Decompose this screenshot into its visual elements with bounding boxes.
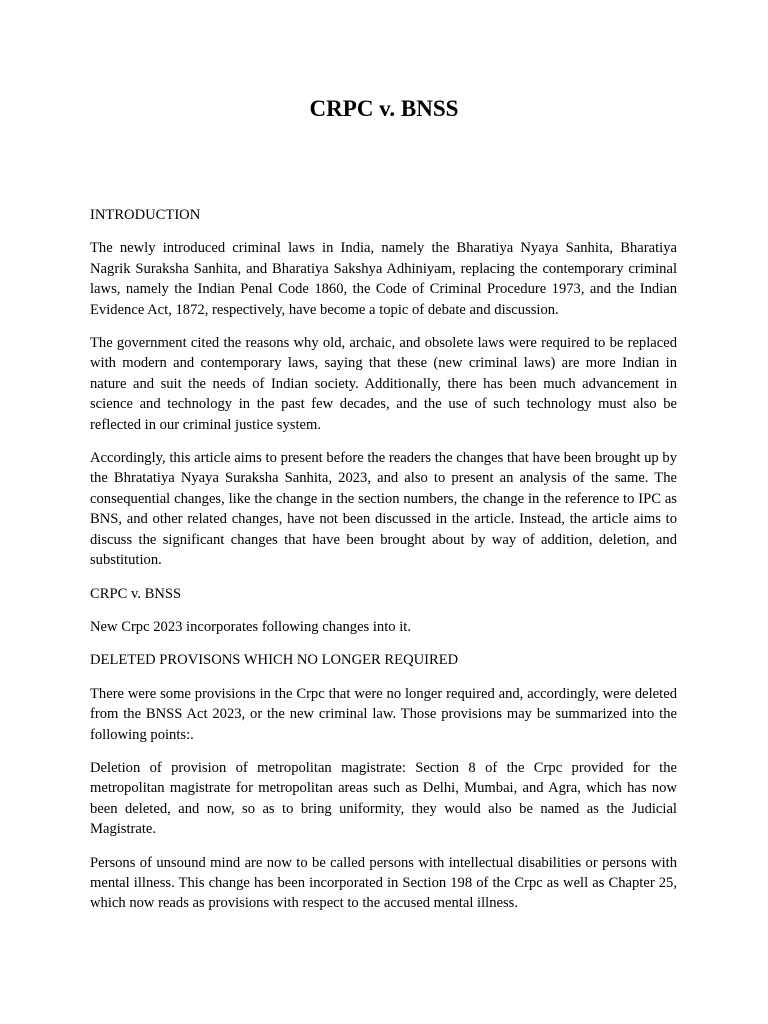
paragraph-new-criminal-laws: The newly introduced criminal laws in India, namely the Bharatiya Nyaya Sanhita, Bharatiya Nagrik Suraksha Sanhita, and Bharatiya Sakshya Adhiniyam, replacing the contemporary criminal laws, namely the Indian Penal Code 1860, the Code of Criminal Procedure 1973, and the Indian Evidence Act, 1872, respectively, have become a topic of debate and discussion.: [90, 240, 677, 318]
page-title: CRPC v. BNSS: [309, 96, 459, 121]
paragraph-government-reasons: The government cited the reasons why old, archaic, and obsolete laws were required to be replaced with modern and contemporary laws, saying that these (new criminal laws) are more Indian in nature and suit the needs of Indian society. Additionally, there has been much advancement in science and technology in the past few decades, and the use of such technology must also be reflected in our criminal justice system.: [90, 335, 677, 433]
section-heading-deleted-provisions: DELETED PROVISONS WHICH NO LONGER REQUIRED: [90, 652, 459, 669]
paragraph-new-crpc-changes: New Crpc 2023 incorporates following changes into it.: [90, 618, 411, 635]
section-heading-crpc-v-bnss: CRPC v. BNSS: [90, 585, 182, 602]
paragraph-article-aims: Accordingly, this article aims to present before the readers the changes that have been brought up by the Bhratatiya Nyaya Suraksha Sanhita, 2023, and also to present an analysis of the same. The consequential changes, like the change in the section numbers, the change in the reference to IPC as BNS, and other related changes, have not been discussed in the article. Instead, the article aims to discuss the significant changes that have been brought about by way of addition, deletion, and substitution.: [90, 450, 677, 569]
paragraph-unsound-mind: Persons of unsound mind are now to be called persons with intellectual disabilities or persons with mental illness. This change has been incorporated in Section 198 of the Crpc as well as Chapter 25, which now reads as provisions with respect to the accused mental illness.: [90, 854, 677, 912]
paragraph-deleted-provisions-summary: There were some provisions in the Crpc that were no longer required and, accordingly, were deleted from the BNSS Act 2023, or the new criminal law. Those provisions may be summarized into the following points:.: [90, 685, 677, 743]
section-heading-introduction: INTRODUCTION: [90, 207, 201, 223]
document-body: [90, 205, 677, 927]
paragraph-metropolitan-magistrate: Deletion of provision of metropolitan magistrate: Section 8 of the Crpc provided for the metropolitan magistrate for metropolitan areas such as Delhi, Mumbai, and Agra, which has now been deleted, and now, so as to bring uniformity, they would also be named as the Judicial Magistrate.: [90, 759, 677, 838]
